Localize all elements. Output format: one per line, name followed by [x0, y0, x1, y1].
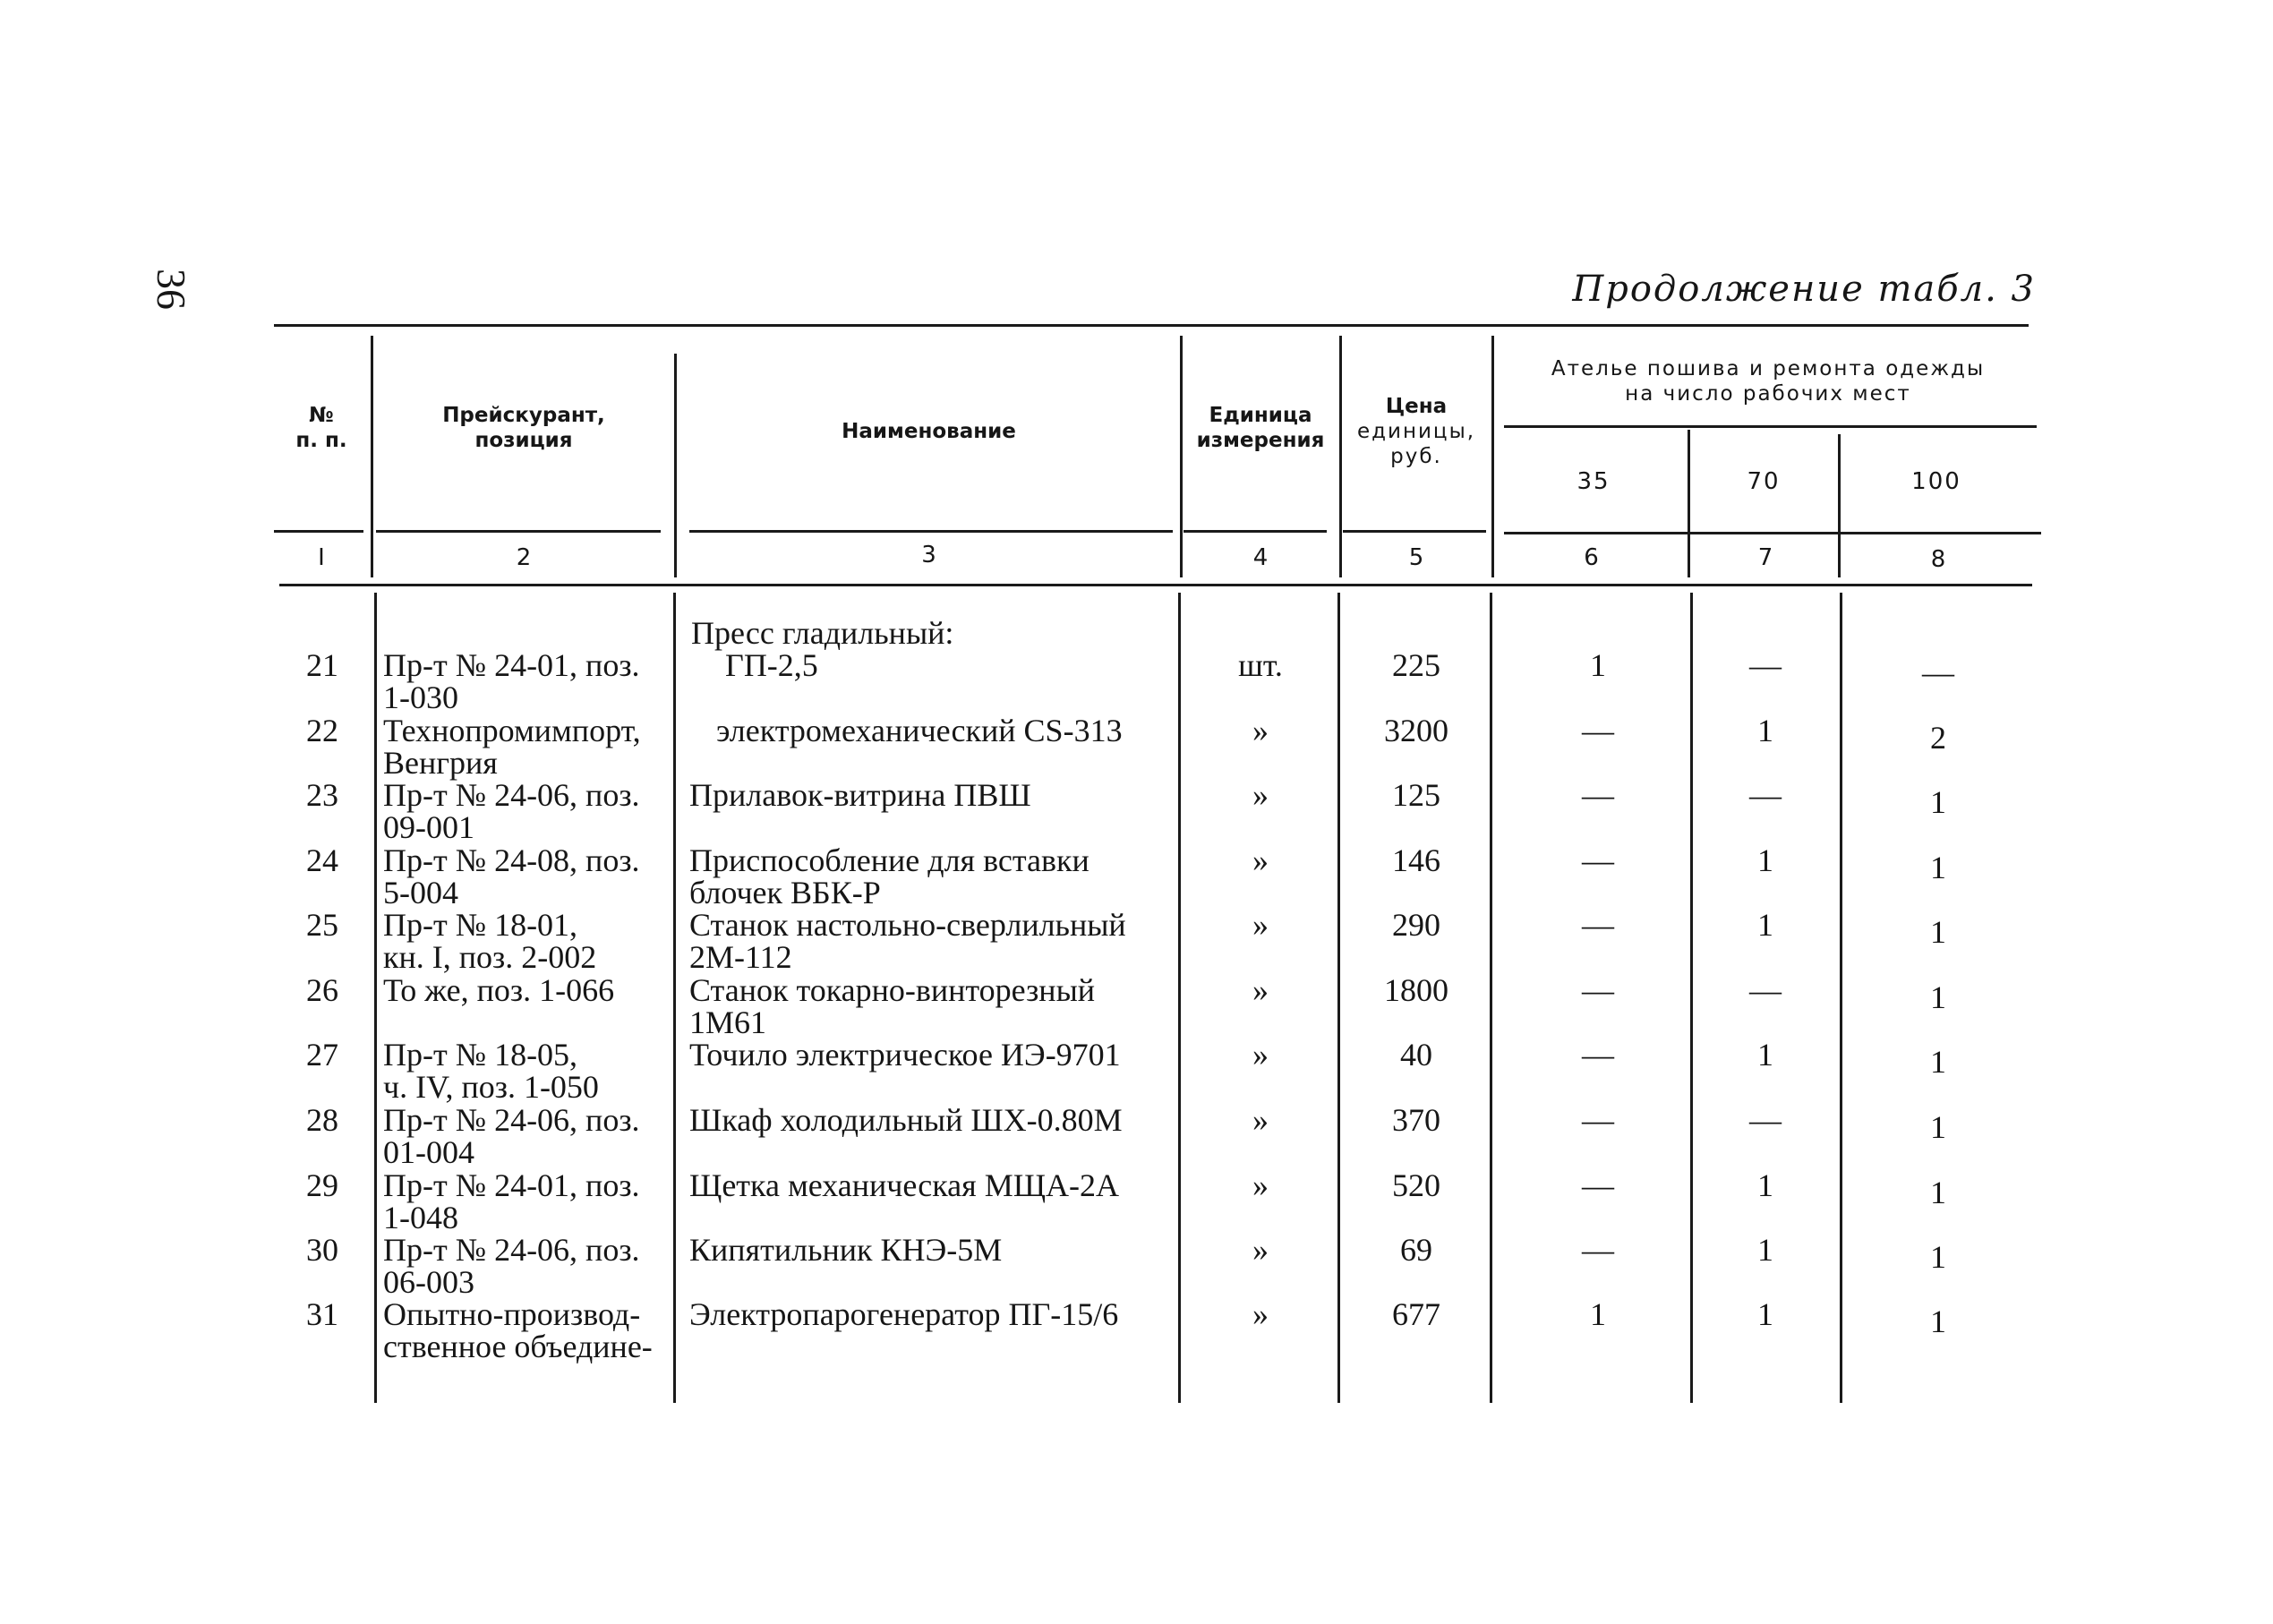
qty-35: 1 — [1590, 1296, 1606, 1332]
unit-price: 125 — [1392, 777, 1440, 813]
qty-35: — — [1582, 842, 1614, 878]
header-divider — [1339, 336, 1342, 577]
body-divider — [1337, 593, 1340, 1403]
header-price-line1: Цена — [1385, 395, 1448, 418]
header-bottom-rule — [1504, 532, 2041, 534]
unit: » — [1252, 972, 1269, 1008]
qty-35: — — [1582, 713, 1614, 748]
price-list-ref: 5-004 — [383, 875, 458, 910]
qty-70: 1 — [1757, 842, 1773, 878]
qty-100: 1 — [1930, 1303, 1946, 1339]
colnum-7: 7 — [1757, 544, 1773, 571]
price-list-ref: 1-048 — [383, 1200, 458, 1235]
item-name: Электропарогенератор ПГ-15/6 — [689, 1296, 1119, 1332]
unit-price: 146 — [1392, 842, 1440, 878]
item-name: Точило электрическое ИЭ-9701 — [689, 1037, 1121, 1073]
colnum-1: I — [318, 544, 325, 571]
price-list-ref: кн. I, поз. 2-002 — [383, 939, 597, 975]
item-name: Щетка механическая МЩА-2А — [689, 1167, 1120, 1203]
price-list-ref: Венгрия — [383, 745, 498, 781]
header-price-list-line1: Прейскурант, — [442, 404, 605, 427]
header-unit-line2: измерения — [1196, 429, 1325, 452]
header-name: Наименование — [842, 420, 1016, 443]
price-list-ref: Пр-т № 24-06, поз. — [383, 1102, 640, 1138]
header-bottom-rule — [1343, 530, 1486, 533]
unit: » — [1252, 777, 1269, 813]
header-no — [274, 403, 369, 453]
unit-price: 3200 — [1384, 713, 1448, 748]
body-divider — [673, 593, 676, 1403]
qty-70: — — [1749, 972, 1782, 1008]
item-name: Станок токарно-винторезный — [689, 972, 1096, 1008]
unit: » — [1252, 713, 1269, 748]
row-number: 26 — [306, 972, 338, 1008]
qty-100: 2 — [1930, 720, 1946, 756]
header-sub-70: 70 — [1747, 468, 1781, 495]
unit-price: 290 — [1392, 907, 1440, 943]
header-sub-35: 35 — [1577, 468, 1611, 495]
header-price — [1343, 394, 1490, 469]
header-divider — [371, 336, 373, 577]
item-group-name: Пресс гладильный: — [691, 615, 954, 651]
item-name: блочек ВБК-Р — [689, 875, 881, 910]
unit: » — [1252, 1296, 1269, 1332]
price-list-ref: Пр-т № 24-06, поз. — [383, 777, 640, 813]
qty-100: 1 — [1930, 1109, 1946, 1145]
qty-70: 1 — [1757, 1167, 1773, 1203]
item-name: электромеханический CS-313 — [716, 713, 1123, 748]
qty-70: — — [1749, 777, 1782, 813]
unit-price: 225 — [1392, 647, 1440, 683]
qty-100: 1 — [1930, 1044, 1946, 1080]
header-divider — [1180, 336, 1183, 577]
item-name: Шкаф холодильный ШХ-0.80М — [689, 1102, 1123, 1138]
row-number: 23 — [306, 777, 338, 813]
header-divider — [674, 354, 677, 577]
unit-price: 370 — [1392, 1102, 1440, 1138]
price-list-ref: 01-004 — [383, 1134, 474, 1170]
qty-70: 1 — [1757, 1037, 1773, 1073]
unit: шт. — [1238, 647, 1283, 683]
price-list-ref: То же, поз. 1-066 — [383, 972, 615, 1008]
item-name: ГП-2,5 — [725, 647, 818, 683]
row-number: 25 — [306, 907, 338, 943]
row-number: 29 — [306, 1167, 338, 1203]
qty-100: 1 — [1930, 784, 1946, 820]
header-group-title — [1495, 356, 2041, 406]
header-price-line2: единицы, — [1356, 420, 1476, 443]
qty-100: 1 — [1930, 1239, 1946, 1275]
header-price-line3: руб. — [1390, 445, 1442, 468]
body-divider — [1690, 593, 1693, 1403]
qty-35: — — [1582, 972, 1614, 1008]
item-name: 1М61 — [689, 1004, 767, 1040]
qty-35: — — [1582, 907, 1614, 943]
price-list-ref: Пр-т № 18-01, — [383, 907, 578, 943]
qty-35: — — [1582, 777, 1614, 813]
qty-70: 1 — [1757, 1296, 1773, 1332]
header-divider — [1491, 336, 1494, 577]
body-divider — [374, 593, 377, 1403]
qty-35: — — [1582, 1232, 1614, 1268]
price-list-ref: Опытно-производ- — [383, 1296, 641, 1332]
qty-100: 1 — [1930, 914, 1946, 950]
group-rule — [1504, 425, 2037, 428]
body-divider — [1840, 593, 1842, 1403]
unit-price: 520 — [1392, 1167, 1440, 1203]
colnum-5: 5 — [1408, 544, 1424, 571]
table-top-rule — [274, 324, 2029, 327]
unit: » — [1252, 1037, 1269, 1073]
price-list-ref: Пр-т № 24-01, поз. — [383, 647, 640, 683]
unit: » — [1252, 1167, 1269, 1203]
price-list-ref: 06-003 — [383, 1264, 474, 1300]
item-name: 2М-112 — [689, 939, 792, 975]
item-name: Прилавок-витрина ПВШ — [689, 777, 1031, 813]
row-number: 28 — [306, 1102, 338, 1138]
header-price-list — [376, 403, 671, 453]
header-sub-100: 100 — [1911, 468, 1961, 495]
price-list-ref: Пр-т № 24-06, поз. — [383, 1232, 640, 1268]
qty-70: — — [1749, 647, 1782, 683]
colnum-4: 4 — [1252, 544, 1269, 571]
price-list-ref: 1-030 — [383, 680, 458, 715]
row-number: 24 — [306, 842, 338, 878]
price-list-ref: Пр-т № 24-01, поз. — [383, 1167, 640, 1203]
unit: » — [1252, 1232, 1269, 1268]
unit-price: 677 — [1392, 1296, 1440, 1332]
body-divider — [1178, 593, 1181, 1403]
qty-35: 1 — [1590, 647, 1606, 683]
row-number: 30 — [306, 1232, 338, 1268]
price-list-ref: ственное объедине- — [383, 1329, 653, 1364]
qty-70: — — [1749, 1102, 1782, 1138]
header-bottom-rule — [274, 530, 363, 533]
price-list-ref: ч. IV, поз. 1-050 — [383, 1069, 599, 1105]
unit-price: 40 — [1400, 1037, 1432, 1073]
price-list-ref: Пр-т № 24-08, поз. — [383, 842, 640, 878]
header-no-line1: № — [309, 404, 334, 427]
item-name: Приспособление для вставки — [689, 842, 1090, 878]
qty-70: 1 — [1757, 1232, 1773, 1268]
qty-35: — — [1582, 1167, 1614, 1203]
colnum-2: 2 — [516, 544, 532, 571]
unit: » — [1252, 1102, 1269, 1138]
colnum-3: 3 — [921, 542, 936, 568]
body-divider — [1490, 593, 1492, 1403]
row-number: 27 — [306, 1037, 338, 1073]
qty-70: 1 — [1757, 713, 1773, 748]
qty-70: 1 — [1757, 907, 1773, 943]
qty-100: 1 — [1930, 979, 1946, 1015]
continuation-title: Продолжение табл. 3 — [1572, 269, 2036, 310]
header-bottom-rule — [689, 530, 1173, 533]
price-list-ref: Пр-т № 18-05, — [383, 1037, 578, 1073]
price-list-ref: 09-001 — [383, 809, 474, 845]
row-number: 21 — [306, 647, 338, 683]
colnum-8: 8 — [1930, 546, 1946, 573]
item-name: Станок настольно-сверлильный — [689, 907, 1126, 943]
qty-100: 1 — [1930, 1175, 1946, 1210]
header-divider — [1838, 434, 1841, 577]
row-number: 31 — [306, 1296, 338, 1332]
header-bottom-rule — [1183, 530, 1327, 533]
qty-100: 1 — [1930, 850, 1946, 885]
header-group-line2: на число рабочих мест — [1625, 382, 1911, 406]
colnum-bottom-rule — [279, 584, 2032, 586]
unit: » — [1252, 842, 1269, 878]
row-number: 22 — [306, 713, 338, 748]
qty-35: — — [1582, 1037, 1614, 1073]
unit: » — [1252, 907, 1269, 943]
unit-price: 1800 — [1384, 972, 1448, 1008]
qty-100: — — [1922, 654, 1954, 690]
qty-35: — — [1582, 1102, 1614, 1138]
unit-price: 69 — [1400, 1232, 1432, 1268]
colnum-6: 6 — [1584, 544, 1599, 571]
price-list-ref: Технопромимпорт, — [383, 713, 641, 748]
item-name: Кипятильник КНЭ-5М — [689, 1232, 1003, 1268]
header-unit-line1: Единица — [1209, 404, 1312, 427]
header-unit — [1183, 403, 1337, 453]
header-bottom-rule — [376, 530, 661, 533]
header-divider — [1688, 430, 1690, 577]
header-price-list-line2: позиция — [474, 429, 573, 452]
header-no-line2: п. п. — [295, 429, 347, 452]
page-number: 36 — [149, 269, 194, 310]
header-group-line1: Ателье пошива и ремонта одежды — [1551, 357, 1986, 380]
